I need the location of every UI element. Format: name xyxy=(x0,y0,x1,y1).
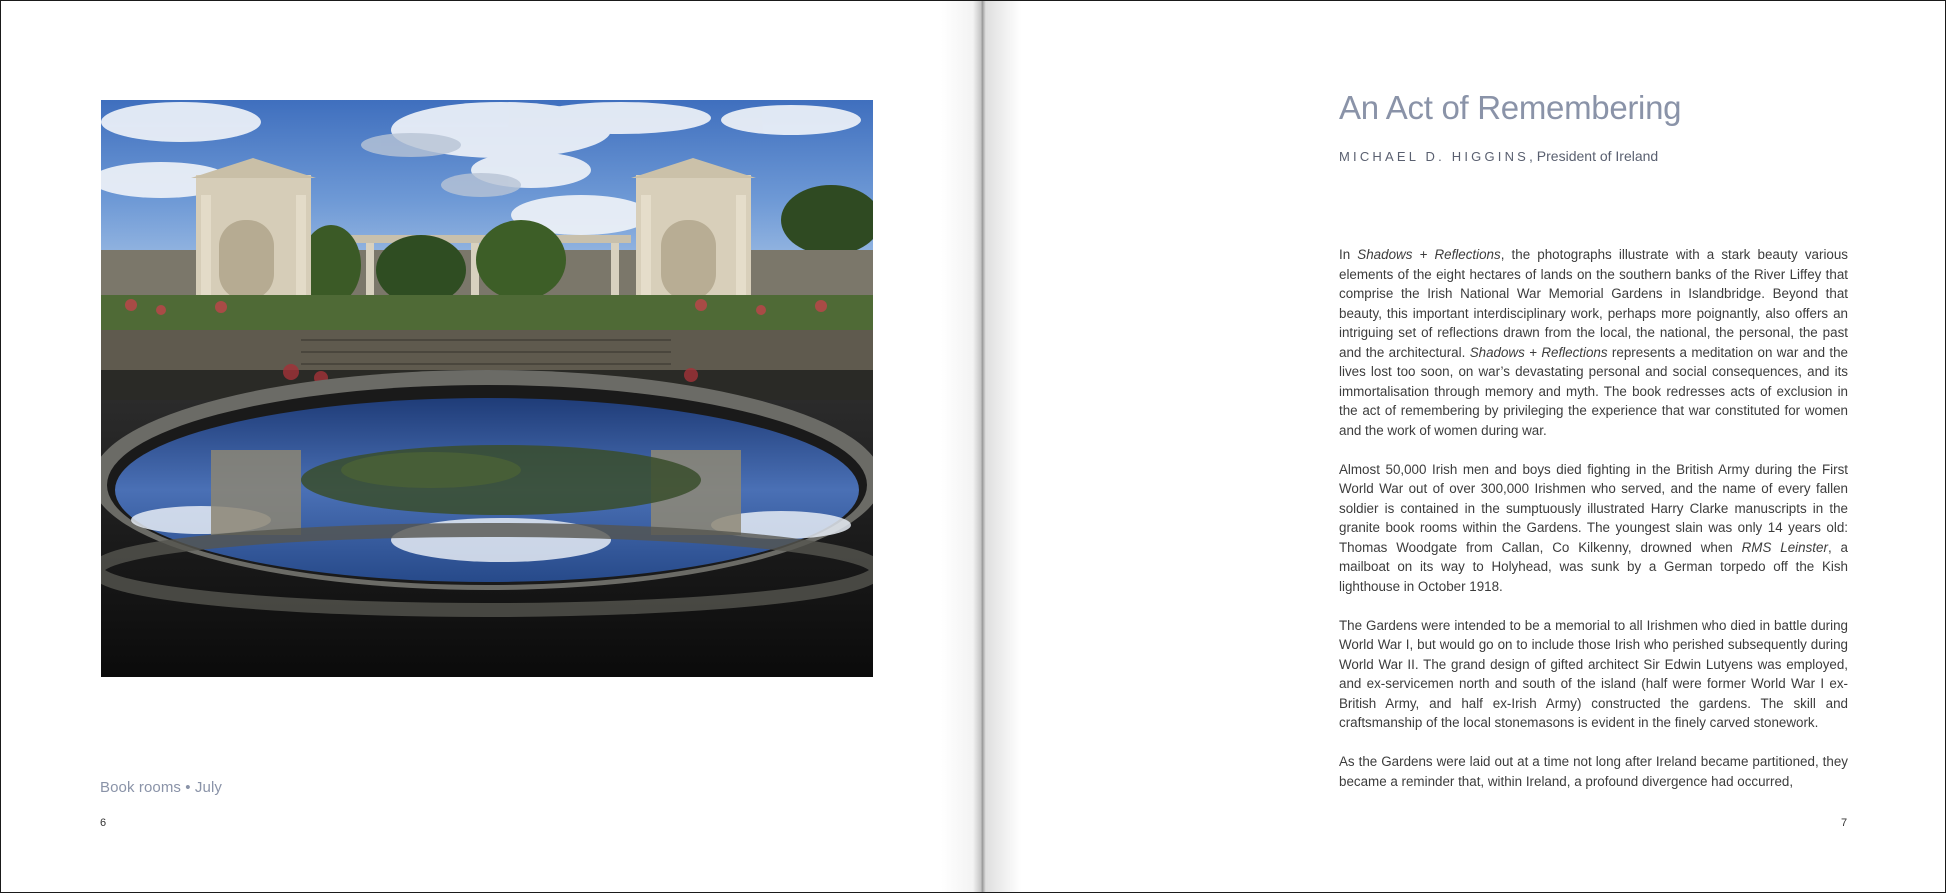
paragraph: As the Gardens were laid out at a time not long after Ireland became partitioned, they became a reminder that, within Ireland, a profound divergence had occurred, xyxy=(1339,754,1848,789)
memorial-garden-photo xyxy=(101,100,873,677)
article-title: An Act of Remembering xyxy=(1339,89,1682,126)
author-name: MICHAEL D. HIGGINS xyxy=(1339,149,1530,164)
article-body xyxy=(1339,245,1848,811)
photo-caption: Book rooms • July xyxy=(100,779,222,796)
page-number: 7 xyxy=(1841,817,1848,829)
paragraph: Almost 50,000 Irish men and boys died fighting in the British Army during the First World War out of over 300,000 Irishmen who served, and the name of every fallen soldier is contained in the sumptuously illustrated Harry Clarke manuscripts in the granite book rooms within the Gardens. The youngest slain was only 14 years old: Thomas Woodgate from Callan, Co Kilkenny, drowned when RMS Leinster, a mailboat on its way to Holyhead, was sunk by a German torpedo off the Kish lighthouse in October 1918. xyxy=(1339,461,1849,594)
left-page xyxy=(1,1,981,892)
paragraph: In Shadows + Reflections, the photographs illustrate with a stark beauty various elements of the eight hectares of lands on the southern banks of the River Liffey that comprise the Irish National War Memorial Gardens in Islandbridge. Beyond that beauty, this important interdisciplinary work, perhaps more poignantly, also offers an intriguing set of reflections drawn from the local, the national, the personal, the past and the architectural. Shadows + Reflections represents a meditation on war and the lives lost too soon, on war’s devastating personal and social consequences, and its immortalisation through memory and myth. The book redresses acts of exclusion in the act of remembering by privileging the experience that war constituted for women and the work of women during war. xyxy=(1339,247,1849,438)
page-number: 6 xyxy=(100,817,107,829)
author-role: , President of Ireland xyxy=(1529,148,1659,164)
paragraph: The Gardens were intended to be a memorial to all Irishmen who died in battle during World War I, but would go on to include those Irish who perished subsequently during World War II. The grand design of gifted architect Sir Edwin Lutyens was employed, and ex-servicemen north and south of the island (half were former World War I ex-British Army, and half ex-Irish Army) constructed the gardens. The skill and craftsmanship of the local stonemasons is evident in the finely carved stonework. xyxy=(1339,617,1848,730)
byline xyxy=(1339,148,1658,164)
